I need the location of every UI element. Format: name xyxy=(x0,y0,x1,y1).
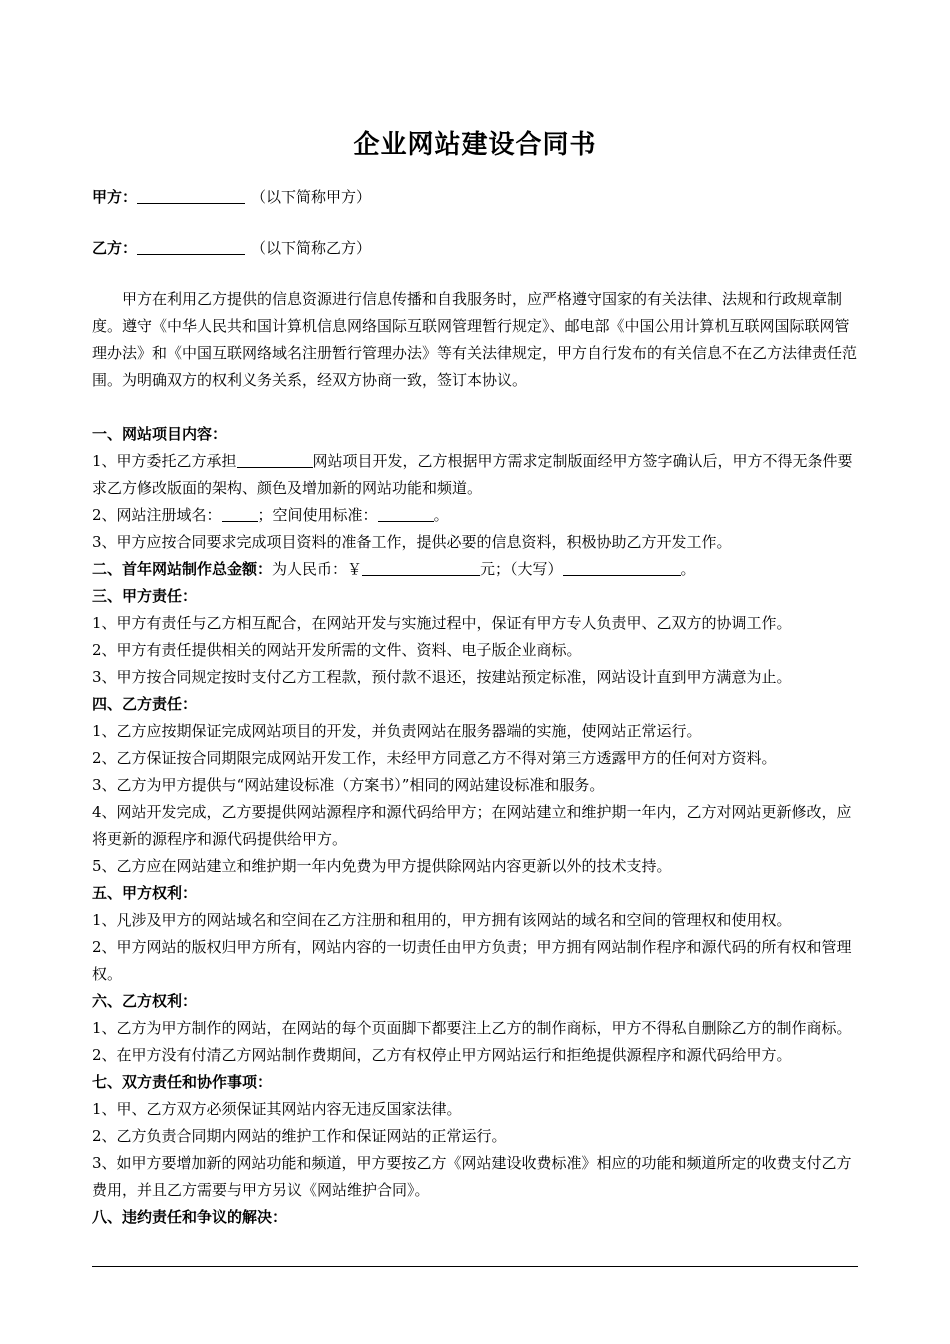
section-3-heading: 三、甲方责任： xyxy=(92,587,198,605)
section-1-heading: 一、网站项目内容： xyxy=(92,425,228,443)
section-4-item-4: 4、网站开发完成，乙方要提供网站源程序和源代码给甲方；在网站建立和维护期一年内，乙方对网站更新修改，应将更新的源程序和源代码提供给甲方。 xyxy=(92,803,852,848)
section-4-item-3: 3、乙方为甲方提供与“网站建设标准（方案书）”相同的网站建设标准和服务。 xyxy=(92,776,605,794)
section-1-item-2-text-a: 2、网站注册域名： xyxy=(92,506,222,524)
section-1-item-2 xyxy=(92,502,858,529)
section-7-heading: 七、双方责任和协作事项： xyxy=(92,1073,273,1091)
contract-body xyxy=(92,286,858,1231)
section-3-item-2: 2、甲方有责任提供相关的网站开发所需的文件、资料、电子版企业商标。 xyxy=(92,641,582,659)
section-2-text-3: 。 xyxy=(680,560,696,578)
section-1-item-2-text-c: 。 xyxy=(433,506,449,524)
section-6-item-1: 1、乙方为甲方制作的网站，在网站的每个页面脚下都要注上乙方的制作商标，甲方不得私自删除乙方的制作商标。 xyxy=(92,1019,852,1037)
section-5-heading: 五、甲方权利： xyxy=(92,884,198,902)
section-6-item-2: 2、在甲方没有付清乙方网站制作费期间，乙方有权停止甲方网站运行和拒绝提供源程序和源代码给甲方。 xyxy=(92,1046,792,1064)
section-1-item-1 xyxy=(92,448,858,502)
section-4-item-2: 2、乙方保证按合同期限完成网站开发工作，未经甲方同意乙方不得对第三方透露甲方的任何对方资料。 xyxy=(92,749,777,767)
party-a-blank[interactable] xyxy=(137,188,245,204)
section-2-text-2: 元；（大写） xyxy=(480,560,563,578)
section-4-heading: 四、乙方责任： xyxy=(92,695,198,713)
document-title: 企业网站建设合同书 xyxy=(353,130,597,160)
section-7-item-3: 3、如甲方要增加新的网站功能和频道，甲方要按乙方《网站建设收费标准》相应的功能和频道所定的收费支付乙方费用，并且乙方需要与甲方另议《网站维护合同》。 xyxy=(92,1154,852,1199)
project-name-blank[interactable] xyxy=(237,452,313,468)
party-a-note: （以下简称甲方） xyxy=(251,188,372,206)
amount-words-blank[interactable] xyxy=(563,560,681,576)
section-2-line xyxy=(92,556,858,583)
party-a-line xyxy=(92,187,371,207)
domain-blank[interactable] xyxy=(222,506,258,522)
section-1-item-1-text-b: 网站项目开发，乙方根据甲方需求定制版面经甲方签字确认后，甲方不得无条件要求乙方修改版面的架构、颜色及增加新的网站功能和频道。 xyxy=(92,452,853,497)
section-4-item-1: 1、乙方应按期保证完成网站项目的开发，并负责网站在服务器端的实施，使网站正常运行。 xyxy=(92,722,702,740)
section-2-heading: 二、首年网站制作总金额： xyxy=(92,560,273,578)
preamble-paragraph: 甲方在利用乙方提供的信息资源进行信息传播和自我服务时，应严格遵守国家的有关法律、法规和行政规章制度。遵守《中华人民共和国计算机信息网络国际互联网管理暂行规定》、邮电部《中国公用计算机互联网国际联网管理办法》和《中国互联网络域名注册暂行管理办法》等有关法律规定，甲方自行发布的有关信息不在乙方法律责任范围。为明确双方的权利义务关系，经双方协商一致，签订本协议。 xyxy=(92,290,858,389)
section-1-item-3: 3、甲方应按合同要求完成项目资料的准备工作，提供必要的信息资料，积极协助乙方开发工作。 xyxy=(92,533,732,551)
amount-number-blank[interactable] xyxy=(362,560,480,576)
section-1-item-2-text-b: ；空间使用标准： xyxy=(257,506,378,524)
section-1-item-1-text-a: 1、甲方委托乙方承担 xyxy=(92,452,237,470)
section-3-item-1: 1、甲方有责任与乙方相互配合，在网站开发与实施过程中，保证有甲方专人负责甲、乙双方的协调工作。 xyxy=(92,614,792,632)
section-7-item-1: 1、甲、乙方双方必须保证其网站内容无违反国家法律。 xyxy=(92,1100,462,1118)
party-b-line xyxy=(92,238,371,258)
party-b-label: 乙方： xyxy=(92,239,138,257)
page-bottom-rule xyxy=(92,1266,858,1267)
section-4-item-5: 5、乙方应在网站建立和维护期一年内免费为甲方提供除网站内容更新以外的技术支持。 xyxy=(92,857,672,875)
section-6-heading: 六、乙方权利： xyxy=(92,992,198,1010)
party-a-label: 甲方： xyxy=(92,188,138,206)
section-8-heading: 八、违约责任和争议的解决： xyxy=(92,1208,288,1226)
party-b-blank[interactable] xyxy=(137,239,245,255)
section-7-item-2: 2、乙方负责合同期内网站的维护工作和保证网站的正常运行。 xyxy=(92,1127,507,1145)
section-5-item-1: 1、凡涉及甲方的网站域名和空间在乙方注册和租用的，甲方拥有该网站的域名和空间的管理权和使用权。 xyxy=(92,911,792,929)
party-b-note: （以下简称乙方） xyxy=(251,239,372,257)
space-standard-blank[interactable] xyxy=(378,506,434,522)
section-2-text-1: 为人民币：￥ xyxy=(272,560,363,578)
section-5-item-2: 2、甲方网站的版权归甲方所有，网站内容的一切责任由甲方负责；甲方拥有网站制作程序和源代码的所有权和管理权。 xyxy=(92,938,852,983)
section-3-item-3: 3、甲方按合同规定按时支付乙方工程款，预付款不退还，按建站预定标准，网站设计直到甲方满意为止。 xyxy=(92,668,792,686)
